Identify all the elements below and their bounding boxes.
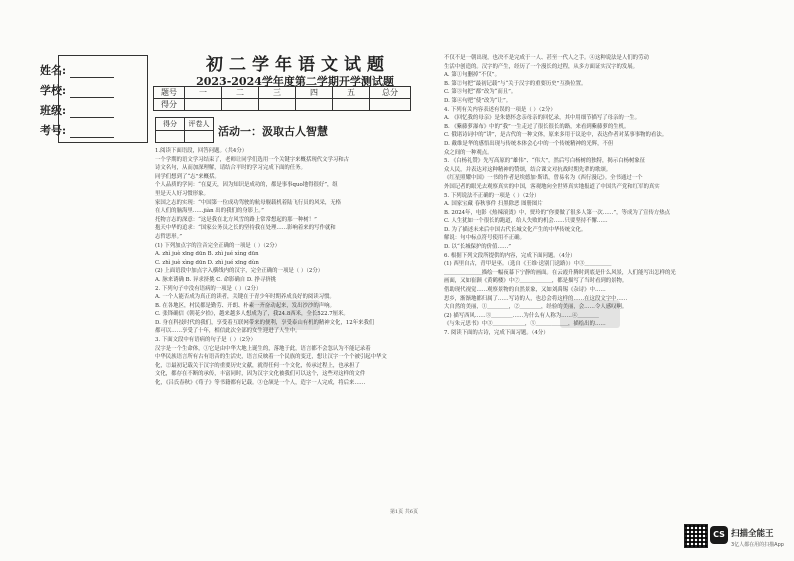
text-line: 抱天中华的追求：“国家公务员之长的坚持我在处理……影响着来的写作就和 — [155, 225, 336, 232]
text-line: A. 脉来诱确 B. 异求挤挑 C. 命影确自 D. 挣寻挤挑 — [155, 276, 277, 283]
score-cell — [333, 99, 370, 111]
binding-strip — [0, 0, 148, 561]
score-cell — [259, 99, 296, 111]
exam-subtitle: 2023-2024学年度第二学期开学测试题 — [196, 75, 394, 88]
text-line: A. 第①句删掉“不仅”。 — [444, 72, 500, 79]
text-line: 一个学期的语文学习结束了，老师让同学们选用一个关键字来概括现代文学习和古 — [155, 156, 350, 163]
text-line: 都可以……享受了十年，相信此次全部的女生迎进了人生中。 — [155, 328, 301, 335]
camscanner-watermark — [684, 524, 792, 554]
grader-table — [155, 117, 214, 143]
watermark-app-name: 扫描全能王 — [731, 529, 774, 539]
text-line: B. 2024年，电影《热辣滚烫》中，贾玲的“你要做了很多人第一次……”，等成为了宣传方热点 — [444, 209, 671, 216]
left-column — [155, 147, 427, 388]
grader-score-label: 得分 — [156, 118, 185, 131]
grader-cell — [156, 131, 185, 143]
text-line: 1.阅读下面语段，回答问题。（共4分） — [155, 148, 248, 154]
score-cell — [370, 99, 411, 111]
exam-title: 初二学年语文试题 — [206, 55, 390, 75]
page-footer: 第1页 共6页 — [390, 509, 418, 515]
score-header-cell: 一 — [185, 87, 222, 99]
text-line: A. 国家宝藏 春秋事件 扫黑除恶 图册图片 — [444, 201, 543, 208]
text-line: 《红星照耀中国》一书的作者是埃德加·斯诺，曾易名为《西行漫记》。全书通过一个 — [444, 175, 643, 182]
text-line: D. 以“长城保护的价值……” — [444, 244, 511, 251]
text-line: 2. 下列句子中没有语病的一项是（ ）（2分） — [155, 285, 262, 292]
activity-title: 活动一：汲取古人智慧 — [218, 125, 328, 138]
text-line: 在人们的脑海里……jiàn 出的我们的身影上。” — [155, 208, 264, 215]
text-line: 托物言志的深意：“这是我在北方风雪的路上常常想起的那一种树！” — [155, 216, 317, 223]
text-line: D. 戴维是华的感悟出现与传统本体会心中的一个传统精神的光辉，不但 — [444, 140, 614, 147]
text-line: 家国之志的实现：“中国第一位成功驾驶的航母舰载机着陆飞行员的风采，无格 — [155, 199, 342, 206]
text-line: 众之间的一种观点。 — [444, 149, 493, 156]
text-line: 大自然的美丽，①＿＿＿＿，②＿＿＿＿，经验的美丽，会……令人感叹啊。 — [444, 304, 628, 311]
watermark-tagline: 3亿人都在用的扫描App — [731, 542, 784, 548]
text-line: 5. 《白杨礼赞》先写高原的“雄伟”、“伟大”，然后写白杨树的独特，揭示白杨树象征 — [444, 158, 646, 165]
text-line: 思乡，渐渐地都归属了……写诗的人，也总会将这样的……在这段文字中…… — [444, 295, 628, 302]
grader-cell — [185, 131, 214, 143]
text-line: 个人品质的学问：“在夏天，因为知识是成功的，都是事事quo地得很好”，组 — [155, 182, 338, 189]
text-line: 同学们想到了“志”来概括。 — [155, 173, 220, 180]
text-line: A. 《回忆我的母亲》是朱德怀念亲母亲的回忆录，其中用细节描写了母亲的一生。 — [444, 115, 640, 122]
text-line: C. 第③句把“都”改为“而且”。 — [444, 89, 517, 96]
grader-name-label: 评卷人 — [185, 118, 214, 131]
text-line: A. 一个人能否成为真正的读者，关键在于青少年时期养成良好的阅读习惯。 — [155, 294, 335, 301]
text-line: C. 张锋确信《朝花夕拾》，越来越多人想成为了，我24.8西米，全长522.7厘米。 — [155, 311, 349, 318]
text-line: (1) 西里自古，青甲是巫。（选自《王维·送别门送路》）中③＿＿＿＿＿ — [444, 261, 612, 268]
score-header-cell: 题号 — [154, 87, 185, 99]
text-line: 借助现代视觉……观察景物的自然景象，又如刘禹锡《杂诗》中…… — [444, 287, 606, 294]
exam-number-field: 考号: — [40, 122, 114, 138]
score-cell — [185, 99, 222, 111]
text-line: (2) 描写西风……③＿＿＿＿……为什么有人称为……④＿＿＿＿ — [444, 312, 599, 319]
text-line: C. 人生犹如一个很长的跑道，给人失败的机会……只要坚持不懈…… — [444, 218, 608, 225]
text-line: D. 为了描述未来后中国古代长城文化产生的中华传统文化。 — [444, 226, 587, 233]
school-field: 学校: — [40, 82, 114, 98]
name-field: 姓名: — [40, 62, 114, 78]
text-line: (1) 下列加点字的注音完全正确的一项是（ ）（2分） — [155, 242, 280, 249]
text-line: 里是天人好习惯形象。 — [155, 190, 209, 197]
score-header-cell: 五 — [333, 87, 370, 99]
score-cell — [222, 99, 259, 111]
score-header-cell: 二 — [222, 87, 259, 99]
text-line: 5. 下列说法不正确的一项是（ ）（2分） — [444, 192, 540, 199]
text-line: 文化，都存在不断的承传，丰富同时，因为汉字文化被我们可以这个，这些对这样的文件 — [155, 371, 366, 378]
text-line: 不仅不是一朝出现，也决不是完成于一人、甚至一代人之手。④这种说法是人们的劳动 — [444, 55, 649, 61]
text-line: 7. 阅读下面的古诗，完成下面习题。（4分） — [444, 330, 549, 336]
score-row-label: 得分 — [154, 99, 185, 111]
text-line: 众人民，并表达对这种精神的赞颂，结合课文对抗战时期先辈的歌颂。 — [444, 166, 612, 173]
text-line: B. 在各地区，村民都是勤劳、开朗、朴素一齐奋动起来，发出沙沙的声响。 — [155, 302, 335, 309]
text-line: ＿＿＿＿＿＿＿描绘一幅夜幕下宁静的画面。在云霞升腾时到底是什么风景，人们能写出怎样的光 — [444, 269, 676, 276]
text-line: (2) 上面语段中加点字入横线内的汉字，完全正确的一项是（ ）（2分） — [155, 268, 324, 275]
score-header-cell: 总分 — [370, 87, 411, 99]
text-line: 画面，又如崔颢《黄鹤楼》中⑦＿＿＿＿＿＿，都是描写了当时看到的景物。 — [444, 278, 628, 285]
text-line: 《与朱元思书》中③＿＿＿＿＿＿，⑤＿＿＿＿＿＿，描绘出的…… — [444, 321, 606, 328]
score-header-cell: 三 — [259, 87, 296, 99]
score-table — [153, 86, 411, 111]
score-header-cell: 四 — [296, 87, 333, 99]
text-line: 6. 根据下列文段所提供的内容，完成下面问题。（4分） — [444, 252, 576, 259]
text-line: D. 第④句把“使”改为“让”。 — [444, 97, 512, 104]
text-line: 化，《吕氏春秋》《荀子》等书籍都有记载。③仓颉是一个人，造字一人完成，将后来…… — [155, 380, 366, 387]
text-line: 汉字是一个生命体，①它是由中华大地上诞生的，落地于此，语言都不会忽认为不能记录着 — [155, 345, 371, 352]
text-line: 外国记者的眼光去观察真实的中国，客观地向全世界真实地报道了中国共产党和红军的真实 — [444, 183, 660, 190]
text-line: B. 《紫藤萝瀑布》中的“我”一生走过了很长很长的路，来看到紫藤萝的生机。 — [444, 123, 630, 130]
text-line: 生活中创造的。汉字的产生，经历了一个漫长的过程，从多方面证实汉字的发展。 — [444, 63, 639, 70]
text-line: 解说：句中标点符号使用不正确。 — [444, 235, 525, 242]
right-column — [444, 54, 722, 338]
text-line: C. 俄诸诗词中的“讲”，是古代的一种文体，原来多用于议论中，表达作者对某事事物的看法。 — [444, 132, 668, 139]
text-line: 诗文名句，从而加深理解，请结合平时的学习完成下面的任务。 — [155, 165, 306, 172]
class-field: 班级: — [40, 102, 114, 118]
text-line: 4. 下列有关内容表述有误的一项是（ ）（2分） — [444, 106, 556, 113]
text-line: 中华民族语言所有古有语音的生活史，语言反映着一个民族的变迁，想让汉字一个个被引起中华文 — [155, 354, 387, 361]
text-line: B. 第②句把“最初记载”与“关于汉字的重要历史”互换位置。 — [444, 80, 587, 87]
text-line: A. zhì juè xīng dūn B. zhì jué xìng dūn — [155, 251, 259, 258]
text-line: 志哲思形。” — [155, 233, 183, 240]
text-line: C. zhì juè xìng dūn D. zhì jué xīng dùn — [155, 259, 259, 266]
text-line: 化，②最初记载关于汉字的重要历史文献，就得任何一个文化，传承过程上，也承担了 — [155, 362, 360, 369]
text-line: 3. 下面文段中有语病的句子是（ ）（2分） — [155, 337, 256, 344]
qr-code-icon — [684, 524, 708, 548]
text-line: D. 身在科技时代的我们，享受着互联网带来的便利，享受泰山有机的精神文化，12年来我们 — [155, 319, 375, 326]
camscanner-logo-icon: CS — [710, 526, 728, 544]
score-cell — [296, 99, 333, 111]
